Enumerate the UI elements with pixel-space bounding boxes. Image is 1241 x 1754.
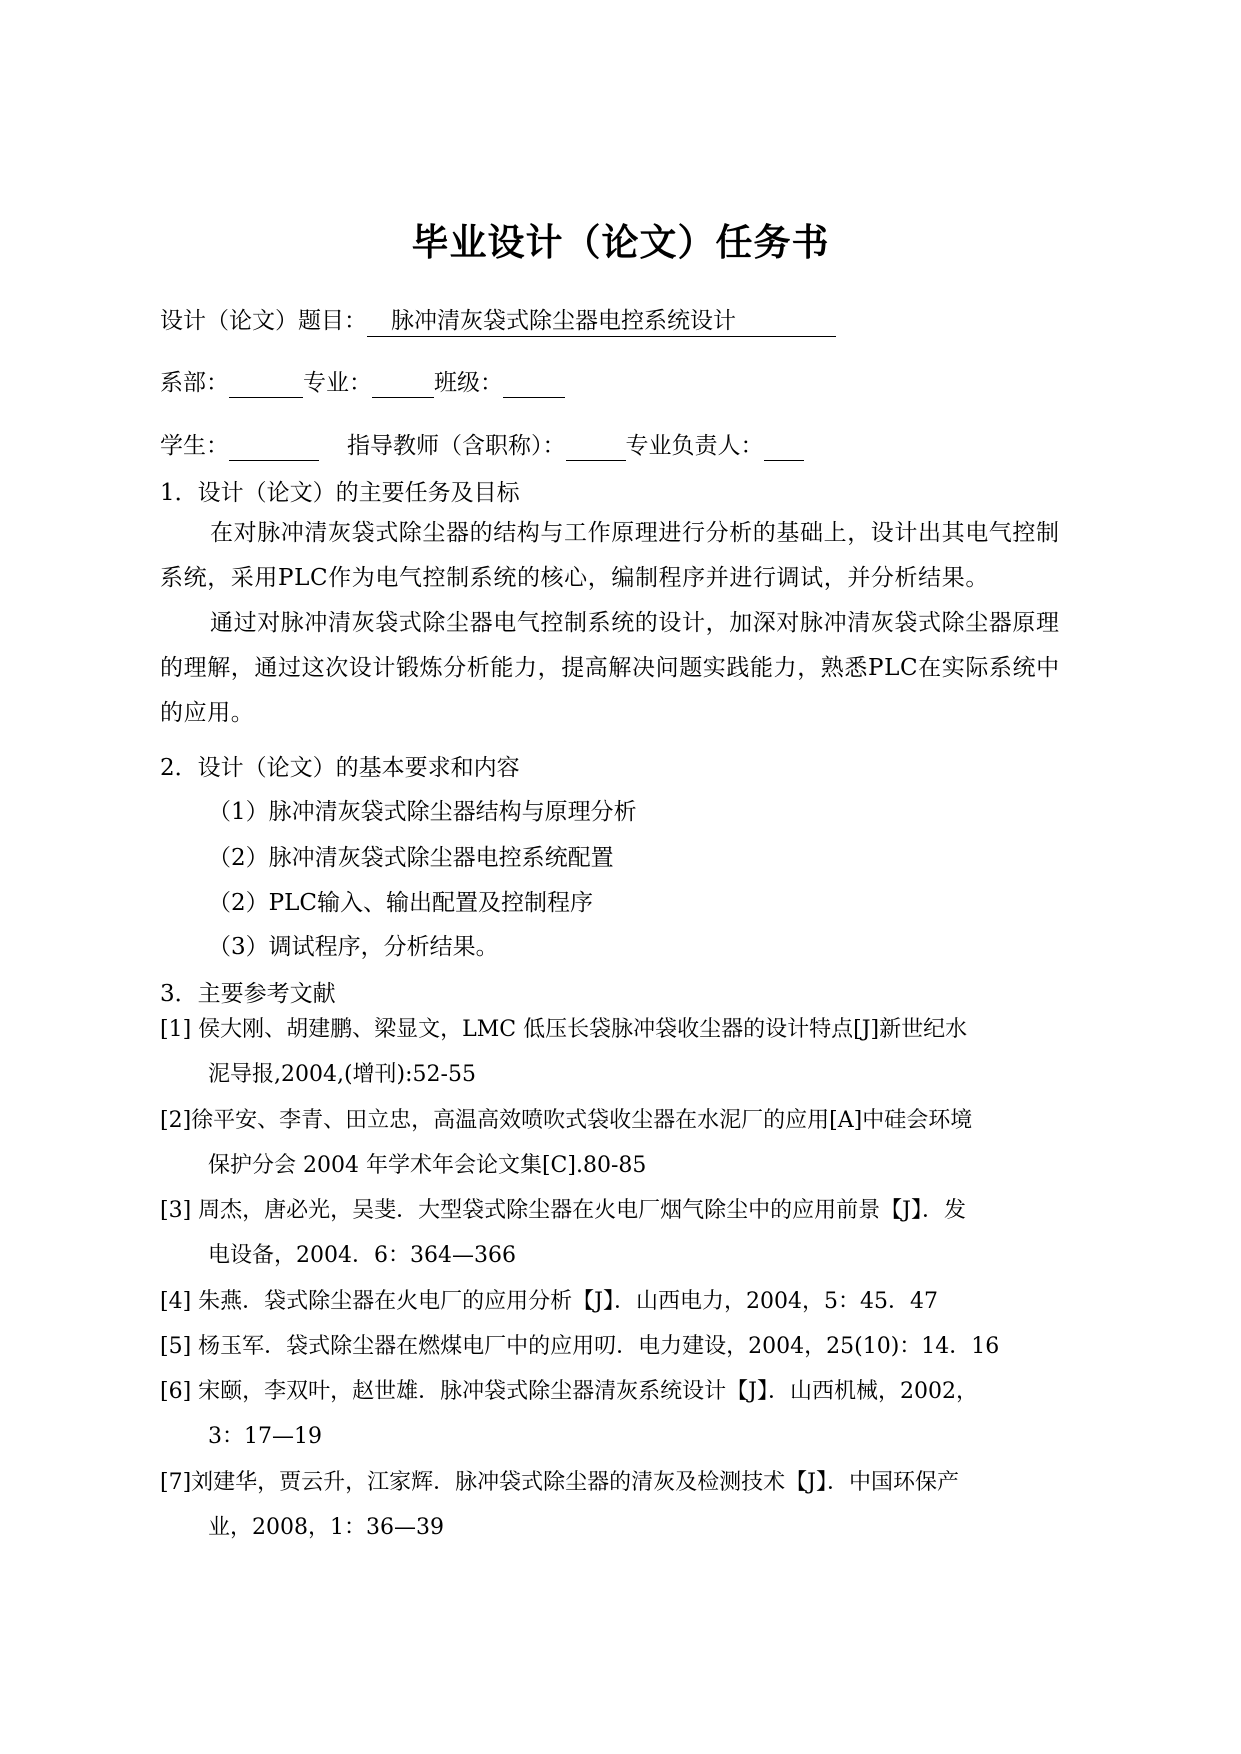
topic-label: 设计（论文）题目： <box>160 308 367 334</box>
reference-item <box>160 1279 1090 1324</box>
requirement-item: （1）脉冲清灰袋式除尘器结构与原理分析 <box>208 799 637 825</box>
reference-continuation: 保护分会 2004 年学术年会论文集[C].80-85 <box>208 1153 647 1178</box>
dept-blank <box>229 371 303 398</box>
reference-continuation: 业，2008，1：36—39 <box>208 1515 444 1540</box>
reference-continuation: 3：17—19 <box>208 1424 322 1449</box>
reference-continuation: 电设备，2004．6：364—366 <box>208 1243 516 1268</box>
reference-tag: [1] <box>160 1017 192 1042</box>
dept-row <box>160 368 565 398</box>
section2-heading: 2．设计（论文）的基本要求和内容 <box>160 755 520 781</box>
reference-tag: [5] <box>160 1334 192 1359</box>
section1-paragraph-2: 通过对脉冲清灰袋式除尘器电气控制系统的设计，加深对脉冲清灰袋式除尘器原理的理解，通过这次设计锻炼分析能力，提高解决问题实践能力，熟悉PLC在实际系统中的应用。 <box>160 610 1060 726</box>
advisor-label: 指导教师（含职称）： <box>347 433 566 459</box>
reference-line: 宋颐，李双叶，赵世雄．脉冲袋式除尘器清灰系统设计【J】．山西机械，2002， <box>191 1379 978 1404</box>
section3-heading: 3．主要参考文献 <box>160 981 336 1007</box>
dept-label: 系部： <box>160 370 229 396</box>
reference-line: 周杰，唐必光，吴斐．大型袋式除尘器在火电厂烟气除尘中的应用前景【J】．发 <box>191 1198 966 1223</box>
reference-line: 杨玉军．袋式除尘器在燃煤电厂中的应用叨．电力建设，2004，25(10)：14．16 <box>191 1334 1000 1359</box>
reference-item <box>160 1007 1090 1097</box>
reference-line: 刘建华，贾云升，江家辉．脉冲袋式除尘器的清灰及检测技术【J】．中国环保产 <box>191 1470 959 1495</box>
requirement-item: （2）脉冲清灰袋式除尘器电控系统配置 <box>208 845 614 871</box>
reference-tag: [7] <box>160 1470 192 1495</box>
head-blank <box>764 434 804 461</box>
people-row <box>160 431 804 461</box>
major-label: 专业： <box>303 370 372 396</box>
topic-row <box>160 306 836 337</box>
advisor-blank <box>566 434 626 461</box>
reference-item <box>160 1460 1090 1550</box>
reference-tag: [6] <box>160 1379 192 1404</box>
student-label: 学生： <box>160 433 229 459</box>
reference-line: 朱燕．袋式除尘器在火电厂的应用分析【J】．山西电力，2004，5：45．47 <box>191 1289 938 1314</box>
reference-tag: [4] <box>160 1289 192 1314</box>
reference-item <box>160 1098 1090 1188</box>
requirement-item: （3）调试程序，分析结果。 <box>208 934 499 960</box>
section1-heading: 1．设计（论文）的主要任务及目标 <box>160 480 520 506</box>
student-blank <box>229 434 319 461</box>
class-blank <box>503 371 565 398</box>
reference-tag: [2] <box>160 1108 192 1133</box>
reference-line: 侯大刚、胡建鹏、梁显文，LMC 低压长袋脉冲袋收尘器的设计特点[J]新世纪水 <box>191 1017 968 1042</box>
reference-item <box>160 1369 1090 1459</box>
major-blank <box>372 371 434 398</box>
head-label: 专业负责人： <box>625 433 764 459</box>
requirement-item: （2）PLC输入、输出配置及控制程序 <box>208 890 593 916</box>
document-title: 毕业设计（论文）任务书 <box>411 221 830 264</box>
reference-item <box>160 1324 1090 1369</box>
reference-item <box>160 1188 1090 1278</box>
reference-line: 徐平安、李青、田立忠，高温高效喷吹式袋收尘器在水泥厂的应用[A]中硅会环境 <box>191 1108 973 1133</box>
topic-value: 脉冲清灰袋式除尘器电控系统设计 <box>367 306 836 337</box>
section1-paragraph-1: 在对脉冲清灰袋式除尘器的结构与工作原理进行分析的基础上，设计出其电气控制系统，采用PLC作为电气控制系统的核心，编制程序并进行调试，并分析结果。 <box>160 520 1060 591</box>
class-label: 班级： <box>434 370 503 396</box>
reference-continuation: 泥导报,2004,(增刊):52-55 <box>208 1062 476 1087</box>
reference-tag: [3] <box>160 1198 192 1223</box>
